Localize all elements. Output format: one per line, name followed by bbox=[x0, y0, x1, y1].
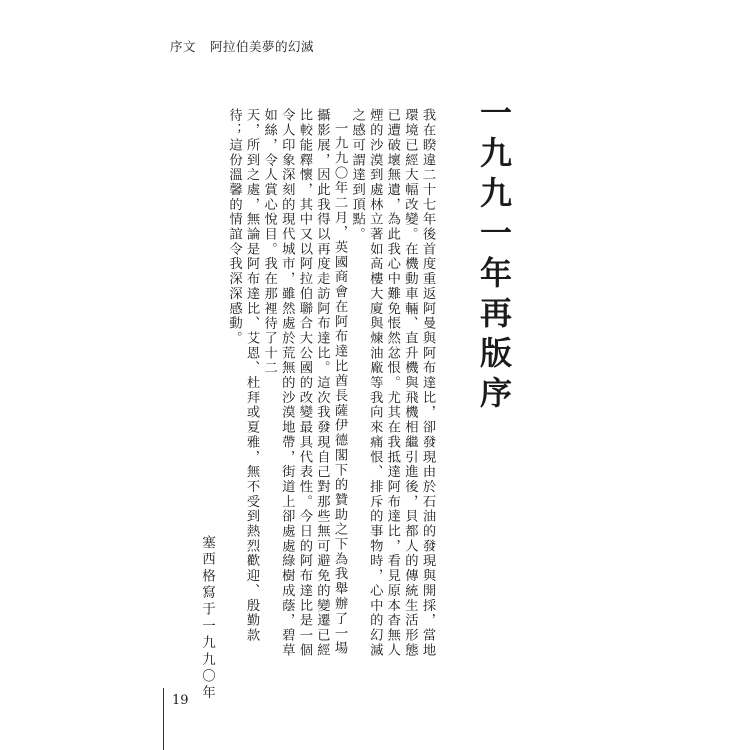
paragraph-1: 我在睽違二十七年後首度重返阿曼與阿布達比，卻發現由於石油的發現與開採，當地環境已經大幅改變。在機動車輛、直升機與飛機相繼引進後，貝都人的傳統生活形態已遭破壞無遺，為此我心中難免悵然忿恨。尤其在我抵達阿布達比，看見原本杳無人煙的沙漠到處林立著如高樓大廈與煉油廠等我向來痛恨、排斥的事物時，心中的幻滅之感可謂達到頂點。 bbox=[349, 108, 435, 658]
signature: 塞西格寫于一九九〇年 bbox=[199, 535, 215, 702]
paragraph-3: 天，所到之處，無論是阿布達比、艾恩、杜拜或夏雅，無不受到熱烈歡迎、殷勤款待；這份溫馨的情誼令我深深感動。 bbox=[226, 108, 260, 643]
page-margin-rule bbox=[163, 688, 164, 750]
header-book-title: 阿拉伯美夢的幻滅 bbox=[210, 39, 315, 54]
header-section: 序文 bbox=[170, 39, 197, 54]
chapter-title: 一九九一年再版序 bbox=[475, 96, 513, 416]
body-text bbox=[224, 108, 436, 668]
paragraph-2: 一九九〇年二月，英國商會在阿布達比酋長薩伊德閣下的贊助之下為我舉辦了一場攝影展，因此我得以再度走訪阿布達比。這次我發現自己對那些無可避免的變遷已經比較能釋懷，其中又以阿拉伯聯合大公國的改變最具代表性。今日的阿布達比是一個令人印象深刻的現代城市，雖然處於荒無的沙漠地帶，街道上卻處處綠樹成蔭，碧草如絲，令人賞心悅目。我在那裡待了十二 bbox=[261, 108, 348, 658]
running-header bbox=[170, 37, 314, 55]
page-number: 19 bbox=[172, 693, 189, 708]
